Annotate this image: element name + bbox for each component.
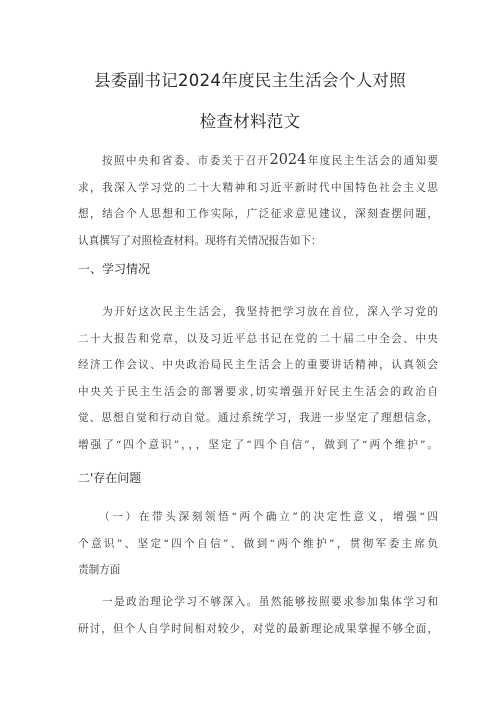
section-heading-problems: 二'存在问题 [78,471,142,485]
document-title-line-2: 检查材料范文 [199,112,301,131]
problems-subheading-paragraph [78,504,438,584]
study-line-6: 增强了“四个意识”，，，坚定了“四个自信”，做到了“两个维护”。 [78,438,438,451]
intro-line-2: 求，我深入学习党的二十大精神和习近平新时代中国特色社会主义思 [78,181,438,194]
intro-line-4: 认真撰写了对照检查材料。现将有关情况报告如下： [78,234,322,247]
intro-paragraph [78,147,438,254]
problems-sub-line-2: 个意识”、坚定“四个自信”、做到“两个维护”，贯彻军委主席负 [78,537,438,550]
study-line-3: 经济工作会议、中央政治局民主生活会上的重要讲话精神，认真领会 [78,359,438,372]
intro-line-1-part-b: 年度民主生活会的通知要 [306,155,439,167]
study-line-2: 二十大报告和党章，以及习近平总书记在党的二十届二中全会、中央 [78,332,438,345]
intro-year: 2024 [269,152,307,168]
problems-body-line-2: 研讨，但个人自学时间相对较少，对党的最新理论成果掌握不够全面， [78,622,438,635]
study-line-5: 觉、思想自觉和行动自觉。通过系统学习，我进一步坚定了理想信念， [78,412,438,425]
problems-body-line-1: 一是政治理论学习不够深入。虽然能够按照要求参加集体学习和 [78,596,438,608]
problems-sub-line-3: 责制方面 [78,564,121,577]
document-title-line-1: 县委副书记2024年度民主生活会个人对照 [94,71,406,90]
problems-sub-line-1: （一）在带头深刻领悟“两个确立”的决定性意义，增强“四 [78,511,438,523]
problems-body-paragraph [78,589,438,642]
section-heading-study: 一、学习情况 [78,262,151,276]
study-paragraph [78,299,438,459]
study-line-4: 中央关于民主生活会的部署要求,切实增强开好民主生活会的政治自 [78,385,438,398]
intro-line-1 [78,147,438,175]
intro-line-1-part-a: 按照中央和省委、市委关于召开 [78,155,270,167]
study-line-1: 为开好这次民主生活会，我坚持把学习放在首位，深入学习党的 [78,306,438,318]
intro-line-3: 想，结合个人思想和工作实际，广泛征求意见建议，深刻查摆问题， [78,208,438,221]
